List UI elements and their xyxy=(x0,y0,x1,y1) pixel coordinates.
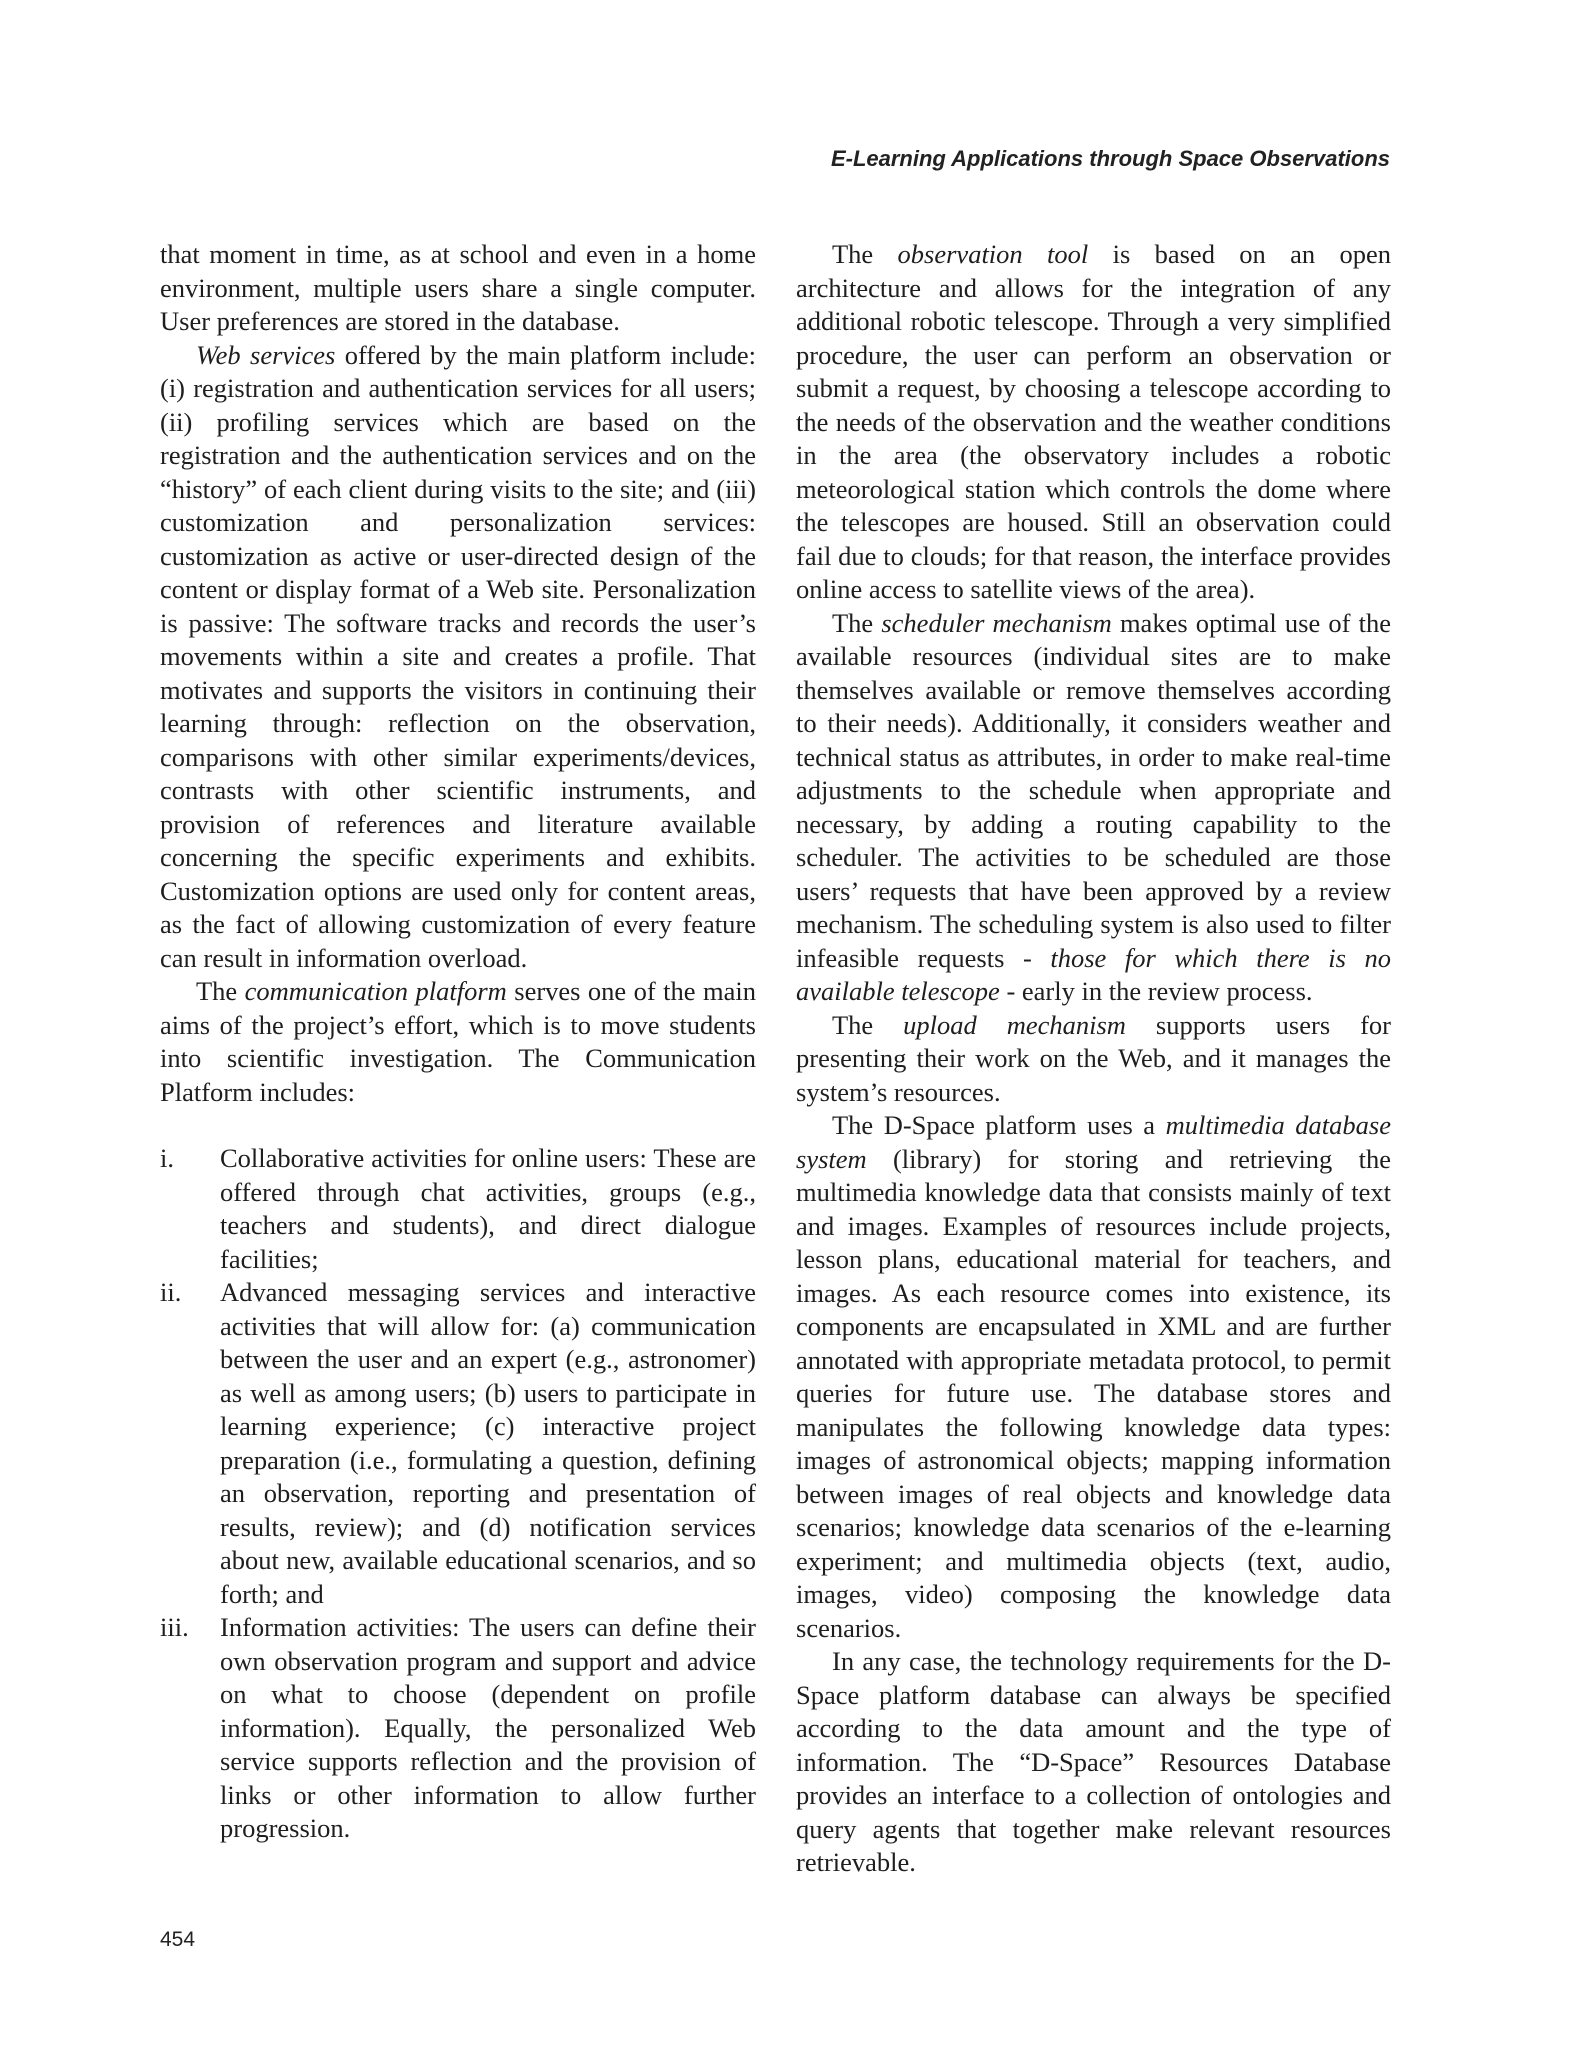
left-column xyxy=(160,238,756,1846)
list-number: i. xyxy=(160,1143,174,1173)
paragraph: The observation tool is based on an open architecture and allows for the integration of any additional robotic telescope. Through a very simplified procedure, the user can perform an observation or submit a request, by choosing a telescope according to the needs of the observation and the weather conditions in the area (the observatory includes a robotic meteorological station which controls the dome where the telescopes are housed. Still an observation could fail due to clouds; for that reason, the interface provides online access to satellite views of the area). xyxy=(796,239,1391,604)
paragraph: Web services offered by the main platform include: (i) registration and authentication services for all users; (ii) profiling services which are based on the registration and the authentication services and on the “history” of each client during visits to the site; and (iii) customization and personalization services: customization as active or user-directed design of the content or display format of a Web site. Personalization is passive: The software tracks and records the user’s movements within a site and creates a profile. That motivates and supports the visitors in continuing their learning through: reflection on the observation, comparisons with other similar experiments/devices, contrasts with other scientific instruments, and provision of references and literature available concerning the specific experiments and exhibits. Customization options are used only for content areas, as the fact of allowing customization of every feature can result in information overload. xyxy=(160,339,756,973)
term-scheduler-mechanism: scheduler mechanism xyxy=(881,607,1112,638)
paragraph: The D-Space platform uses a multimedia database system (library) for storing and retrieving the multimedia knowledge data that consists mainly of text and images. Examples of resources include projects, lesson plans, educational material for teachers, and images. As each resource comes into existence, its components are encapsulated in XML and are further annotated with appropriate metadata protocol, to permit queries for future use. The database stores and manipulates the following knowledge data types: images of astronomical objects; mapping information between images of real objects and knowledge data scenarios; knowledge data scenarios of the e-learning experiment; and multimedia objects (text, audio, images, video) composing the knowledge data scenarios. xyxy=(796,1110,1391,1643)
list-item: i. Collaborative activities for online users: These are offered through chat activities, groups (e.g., teachers and students), and direct dialogue facilities; xyxy=(160,1143,756,1274)
term-communication-platform: communication platform xyxy=(244,976,507,1006)
page-number: 454 xyxy=(160,1928,196,1951)
paragraph: The scheduler mechanism makes optimal use of the available resources (individual sites are to make themselves available or remove themselves according to their needs). Additionally, it considers weather and technical status as attributes, in order to make real-time adjustments to the schedule when appropriate and necessary, by adding a routing capability to the scheduler. The activities to be scheduled are those users’ requests that have been approved by a review mechanism. The scheduling system is also used to filter infeasible requests - those for which there is no available telescope - early in the review process. xyxy=(796,607,1392,1006)
running-head: E-Learning Applications through Space Observations xyxy=(830,146,1390,171)
term-observation-tool: observation tool xyxy=(897,239,1089,269)
paragraph: In any case, the technology requirements for the D-Space platform database can always be specified according to the data amount and the type of information. The “D-Space” Resources Database provides an interface to a collection of ontologies and query agents that together make relevant resources retrievable. xyxy=(796,1646,1391,1877)
platform-features-list xyxy=(160,1142,756,1846)
term-web-services: Web services xyxy=(196,339,336,370)
list-number: iii. xyxy=(160,1612,189,1642)
list-item: iii. Information activities: The users can define their own observation program and support and advice on what to choose (dependent on profile information). Equally, the personalized Web service supports reflection and the provision of links or other information to allow further progression. xyxy=(160,1612,756,1843)
paragraph: The upload mechanism supports users for presenting their work on the Web, and it manages the system’s resources. xyxy=(796,1009,1391,1107)
paragraph: The communication platform serves one of the main aims of the project’s effort, which is to move students into scientific investigation. The Communication Platform includes: xyxy=(160,976,756,1107)
right-column xyxy=(796,238,1391,1880)
term-multimedia-database: multimedia database system xyxy=(796,1110,1391,1174)
list-number: ii. xyxy=(160,1277,182,1307)
term-upload-mechanism: upload mechanism xyxy=(903,1009,1126,1040)
emphasis-phrase: those for which there is no available telescope xyxy=(796,942,1391,1006)
paragraph: that moment in time, as at school and even in a home environment, multiple users share a single computer. User preferences are stored in the database. xyxy=(160,239,756,336)
list-item: ii. Advanced messaging services and interactive activities that will allow for: (a) communication between the user and an expert (e.g., astronomer) as well as among users; (b) users to participate in learning experience; (c) interactive project preparation (i.e., formulating a question, defining an observation, reporting and presentation of results, review); and (d) notification services about new, available educational scenarios, and so forth; and xyxy=(160,1277,756,1609)
